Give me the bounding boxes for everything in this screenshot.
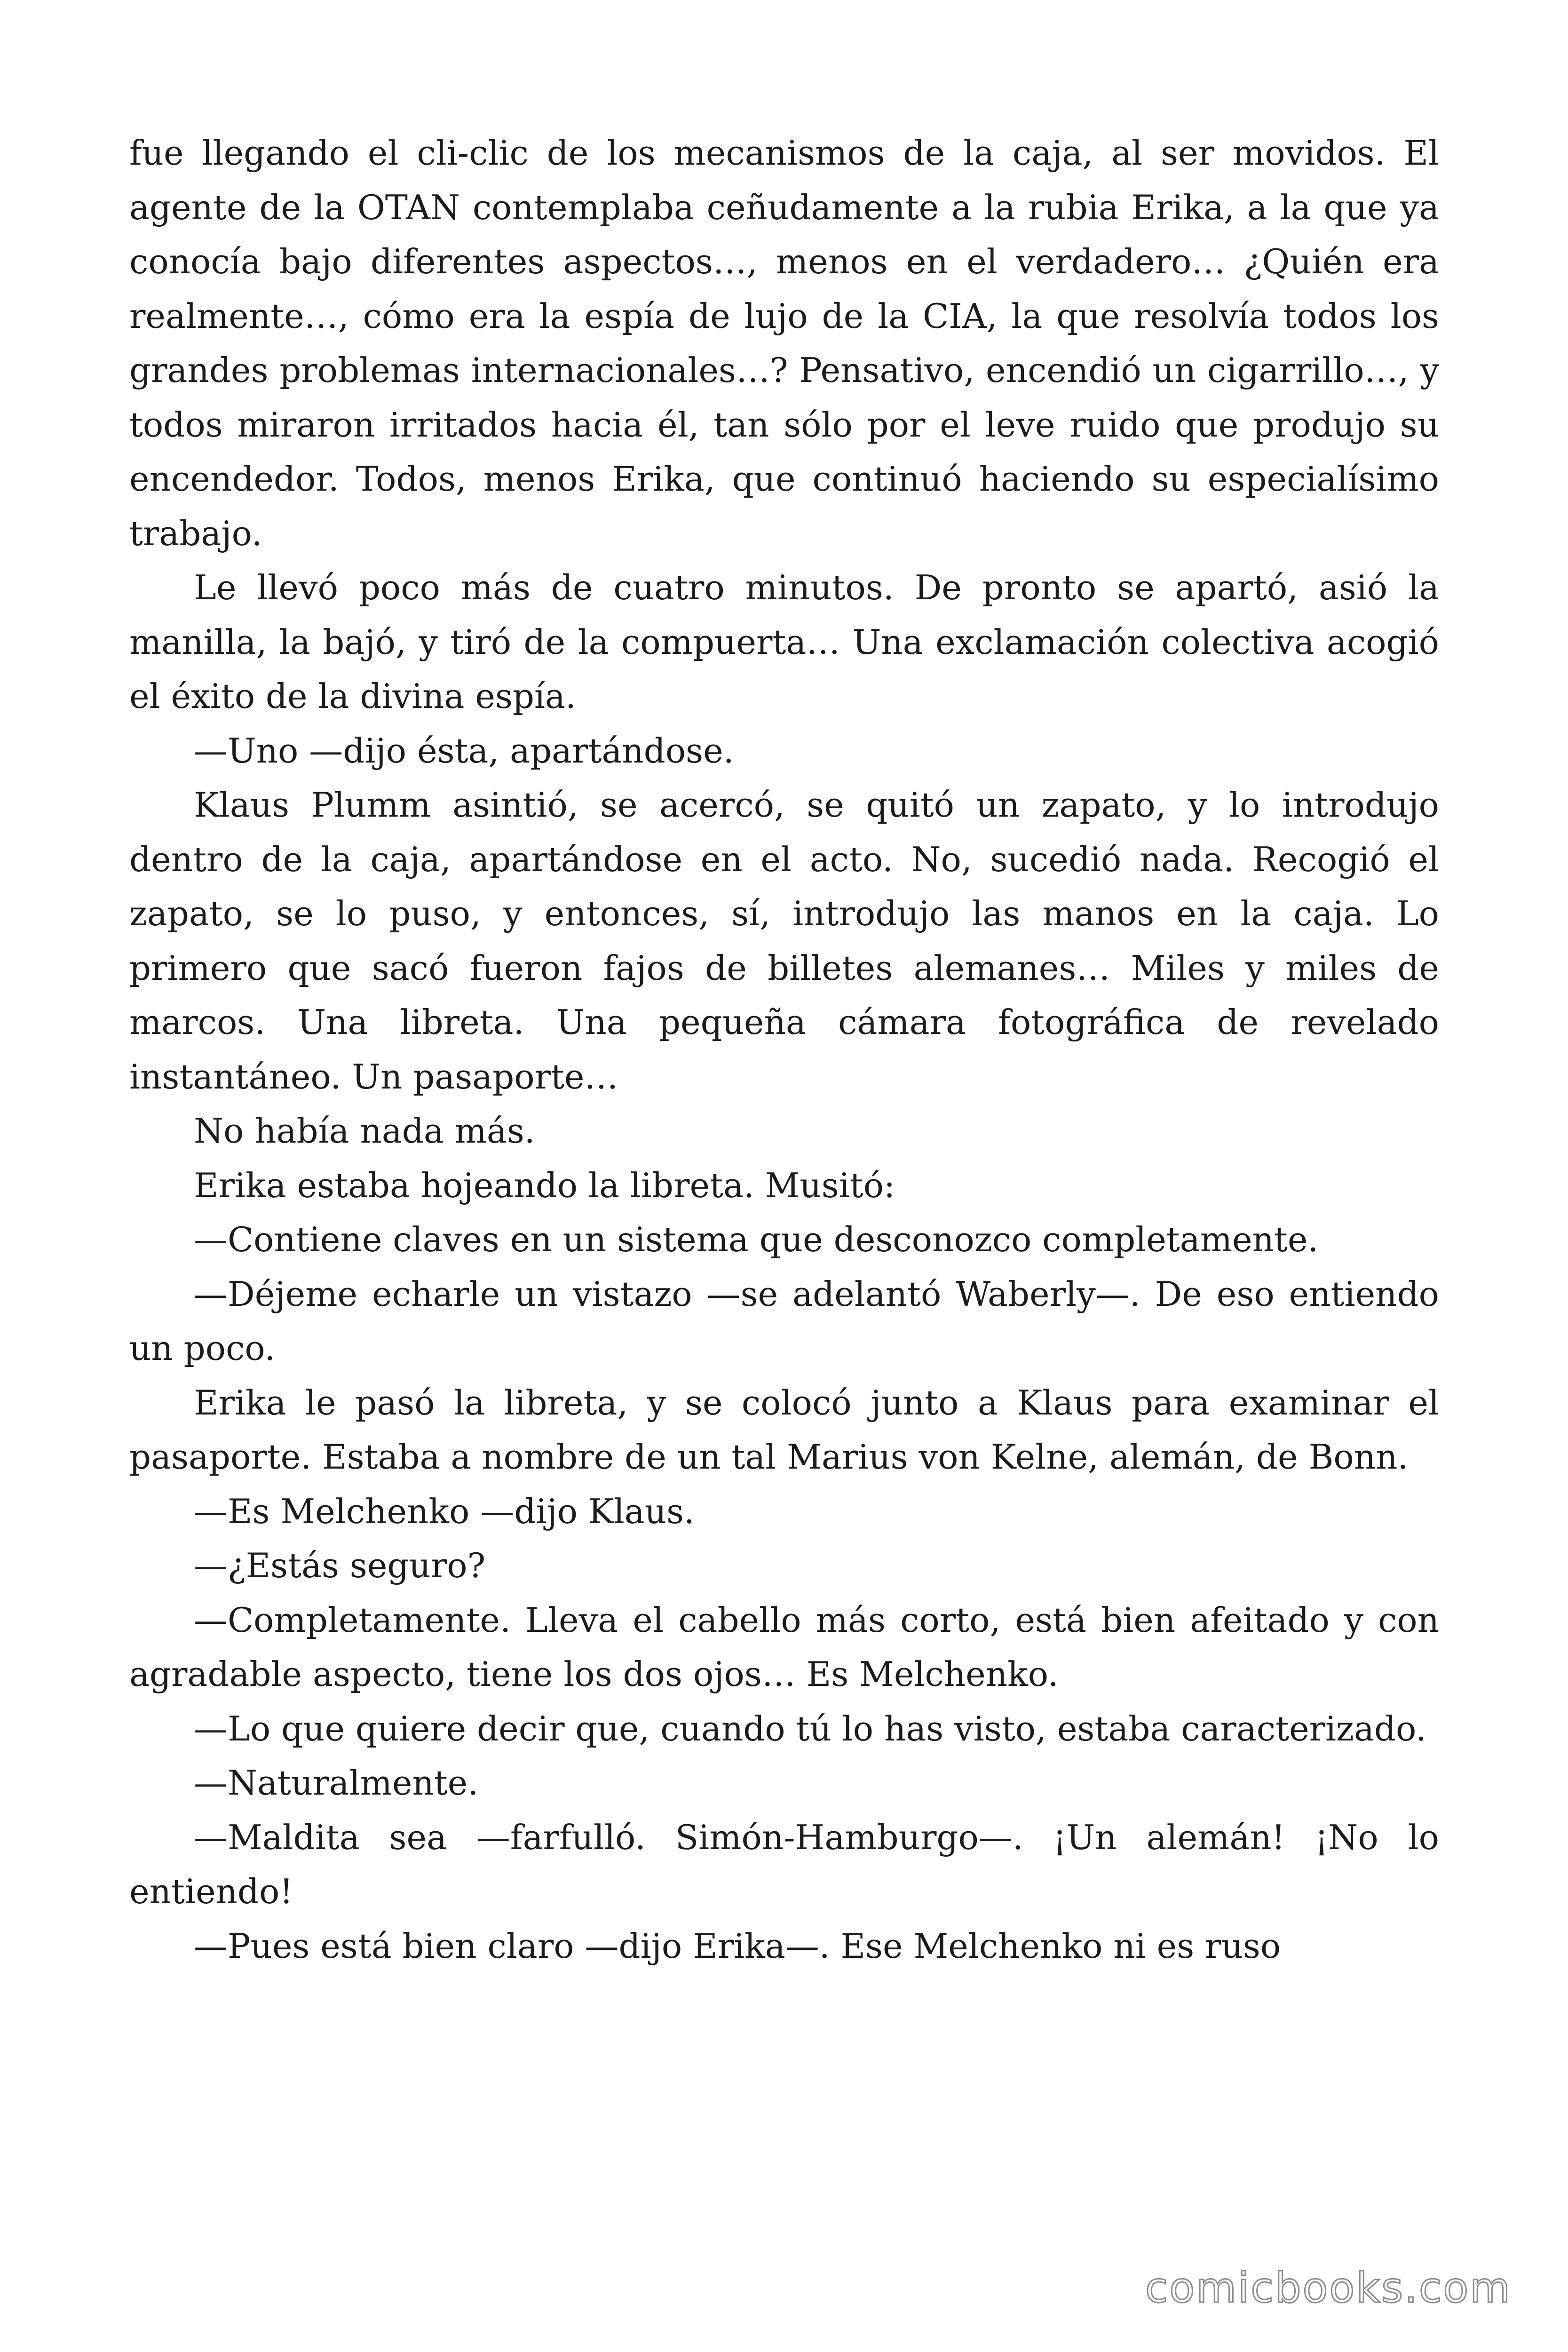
paragraph: —Completamente. Lleva el cabello más corto, está bien afeitado y con agradable aspecto, tiene los dos ojos… Es Melchenko. (129, 1600, 1439, 1694)
paragraph: —Naturalmente. (194, 1763, 479, 1803)
paragraph: Le llevó poco más de cuatro minutos. De pronto se apartó, asió la manilla, la bajó, y tiró de la compuerta… Una exclamación colectiva acogió el éxito de la divina espía. (129, 568, 1439, 716)
paragraph: —Maldita sea —farfulló. Simón-Hamburgo—. ¡Un alemán! ¡No lo entiendo! (129, 1817, 1439, 1911)
watermark: comicbooks.com (1145, 2264, 1512, 2312)
paragraph: —Pues está bien claro —dijo Erika—. Ese Melchenko ni es ruso (194, 1926, 1281, 1966)
paragraph: —Lo que quiere decir que, cuando tú lo has visto, estaba caracterizado. (194, 1708, 1426, 1748)
paragraph: —Uno —dijo ésta, apartándose. (194, 731, 734, 771)
paragraph: —Contiene claves en un sistema que desconozco completamente. (194, 1220, 1319, 1259)
paragraph: fue llegando el cli-clic de los mecanismos de la caja, al ser movidos. El agente de la OTAN contemplaba ceñudamente a la rubia Erika, a la que ya conocía bajo diferentes aspectos…, menos en el verdadero… ¿Quién era realmente…, cómo era la espía de lujo de la CIA, la que resolvía todos los grandes problemas internacionales…? Pensativo, encendió un cigarrillo…, y todos miraron irritados hacia él, tan sólo por el leve ruido que produjo su encendedor. Todos, menos Erika, que continuó haciendo su especialísimo trabajo. (129, 133, 1439, 553)
body-text (129, 126, 1439, 1973)
paragraph: Klaus Plumm asintió, se acercó, se quitó un zapato, y lo introdujo dentro de la caja, apartándose en el acto. No, sucedió nada. Recogió el zapato, se lo puso, y entonces, sí, introdujo las manos en la caja. Lo primero que sacó fueron fajos de billetes alemanes… Miles y miles de marcos. Una libreta. Una pequeña cámara fotográfica de revelado instantáneo. Un pasaporte… (129, 785, 1439, 1097)
paragraph: —¿Estás seguro? (194, 1546, 486, 1585)
paragraph: Erika le pasó la libreta, y se colocó junto a Klaus para examinar el pasaporte. Estaba a nombre de un tal Marius von Kelne, alemán, de Bonn. (129, 1383, 1439, 1477)
paragraph: Erika estaba hojeando la libreta. Musitó: (194, 1165, 895, 1205)
paragraph: —Déjeme echarle un vistazo —se adelantó Waberly—. De eso entiendo un poco. (129, 1274, 1439, 1368)
paragraph: —Es Melchenko —dijo Klaus. (194, 1491, 695, 1531)
paragraph: No había nada más. (194, 1111, 535, 1151)
